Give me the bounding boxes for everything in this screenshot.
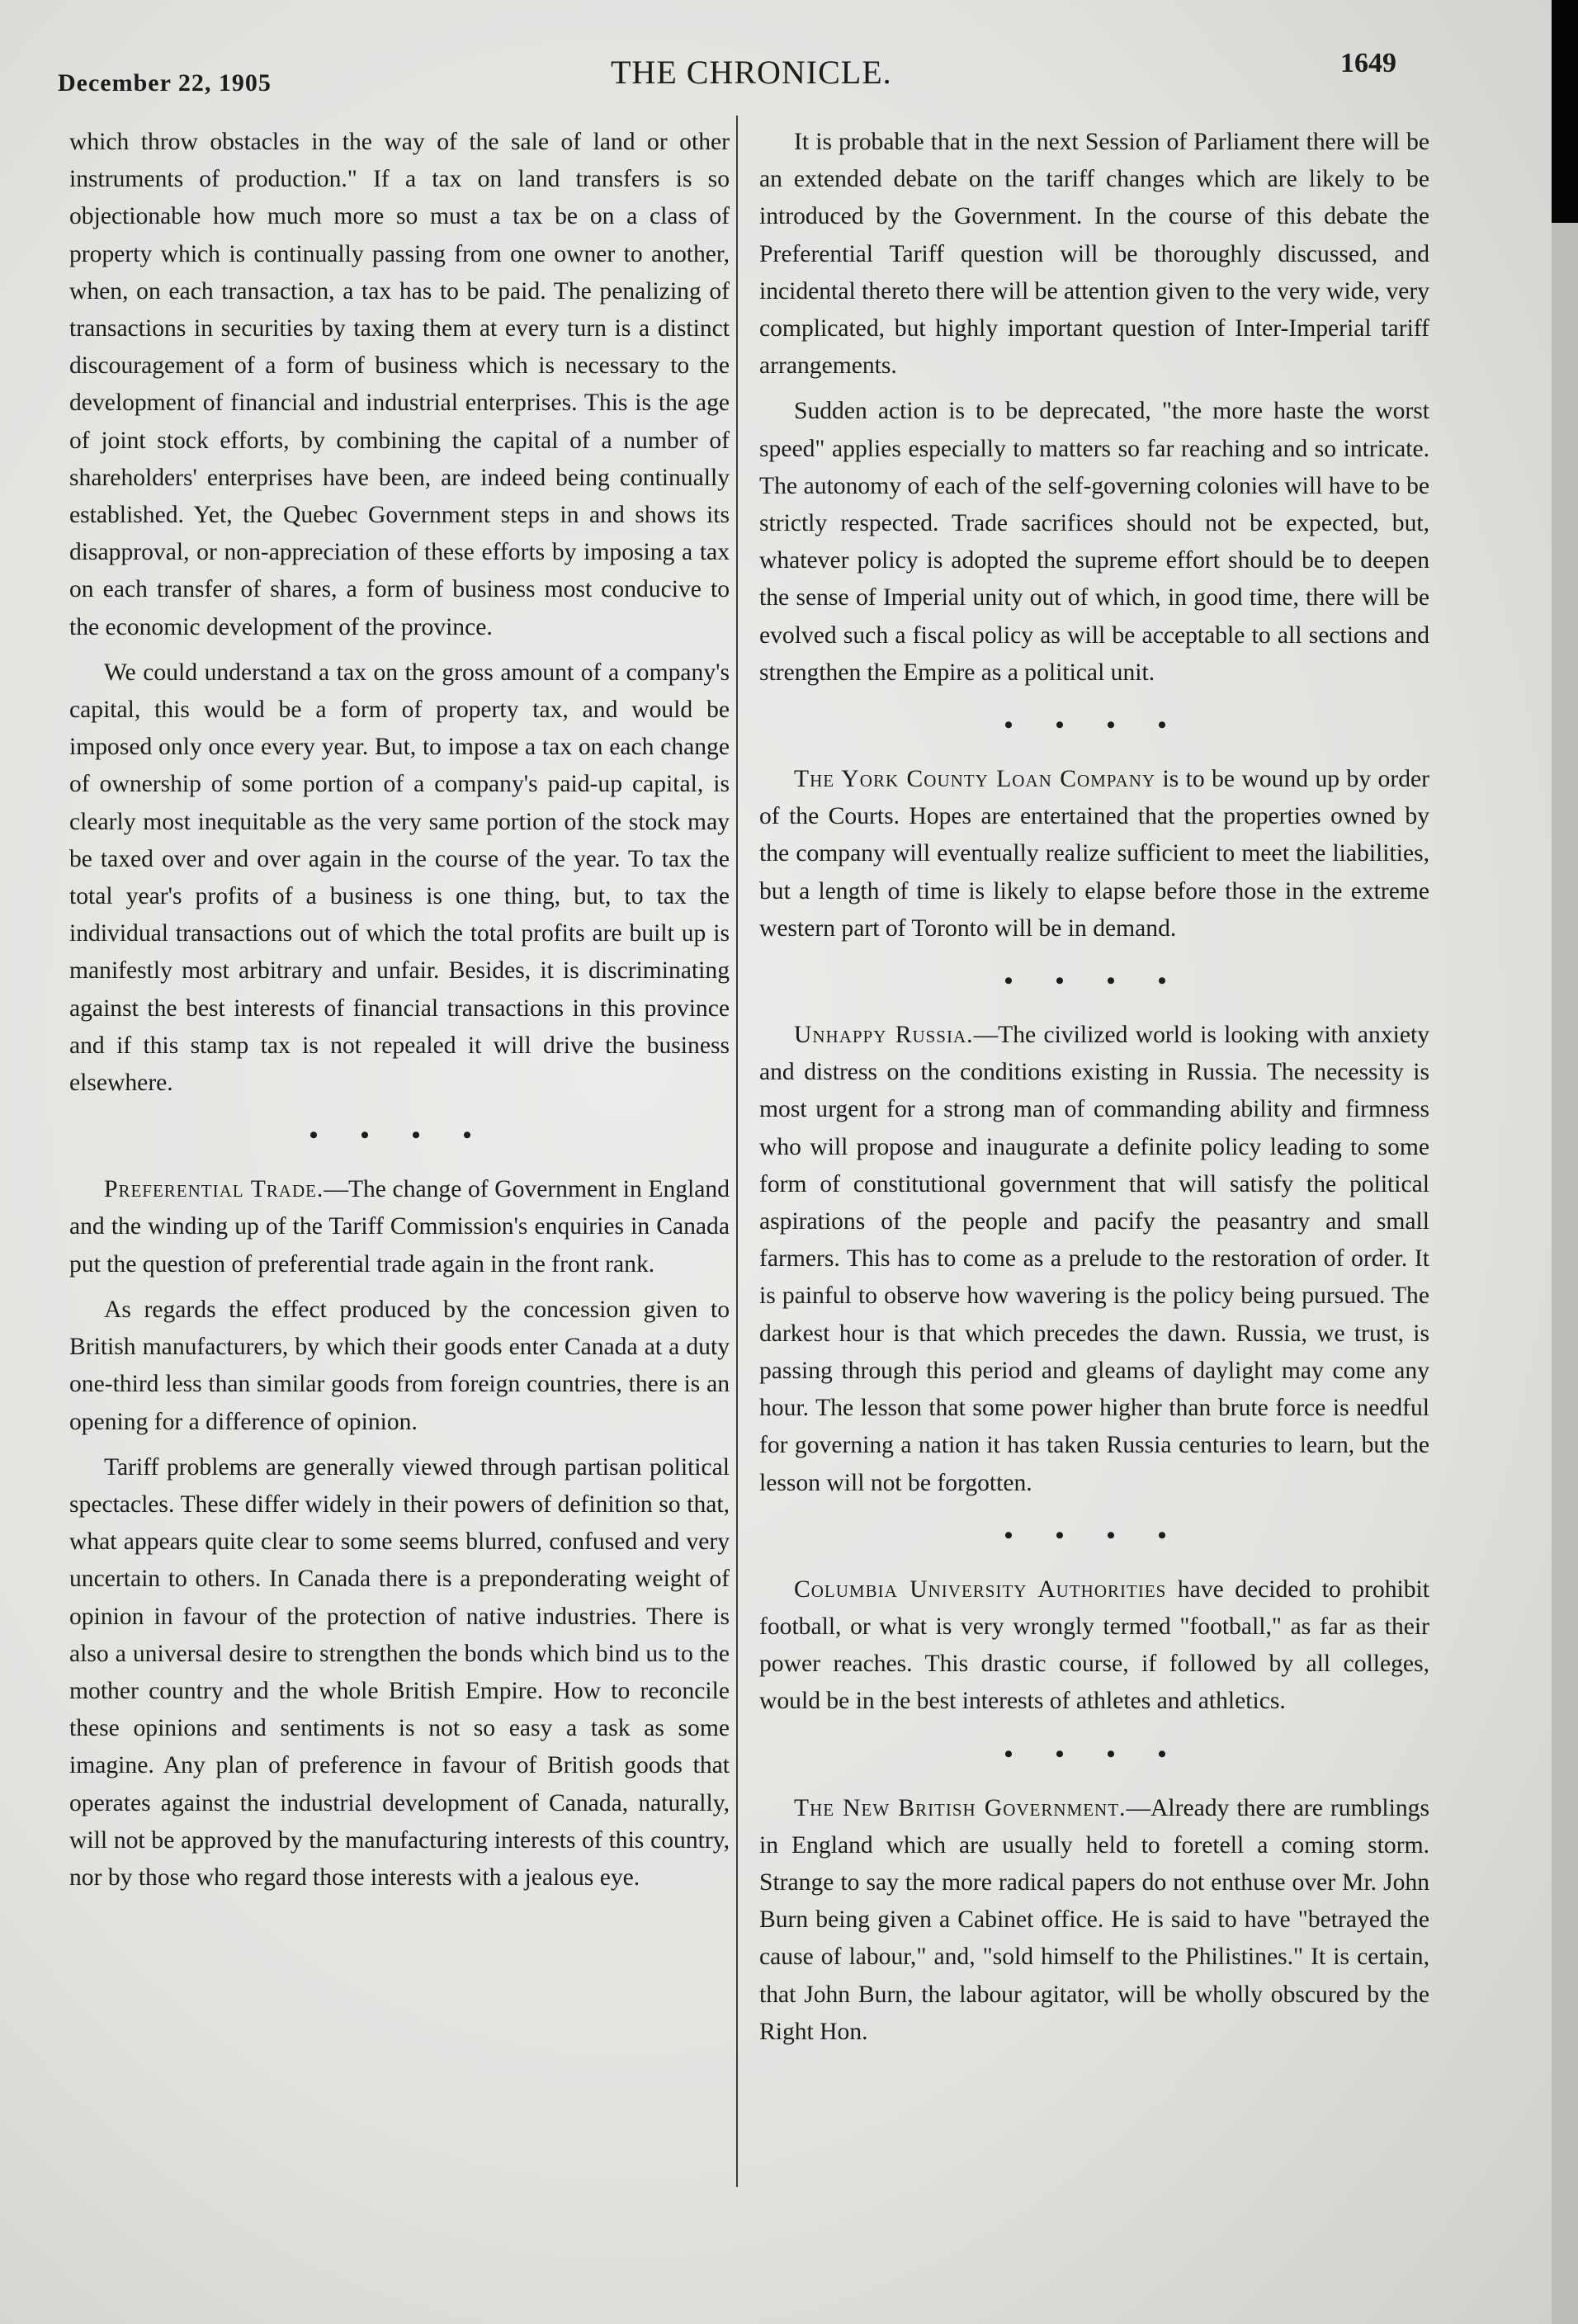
section-separator: • • • •	[309, 1122, 490, 1150]
article-paragraph	[759, 1790, 1429, 2051]
paragraph-text: have decided to prohibit football, or what is very wrongly termed "football," as far as their power reaches. This drastic course, if followed by all colleges, would be in the best interests of athletes and athletics.	[759, 1575, 1429, 1715]
section-heading: Unhappy Russia.	[794, 1022, 974, 1049]
issue-date: December 22, 1905	[58, 69, 272, 97]
scan-border-dark	[1552, 0, 1578, 223]
paragraph-text: —The change of Government in England and the winding up of the Tariff Commission's enquiries in Canada put the question of preferential trade again in the front rank.	[69, 1176, 730, 1278]
page-header	[0, 48, 1552, 106]
page-number: 1649	[1340, 48, 1396, 78]
article-paragraph: It is probable that in the next Session of Parliament there will be an extended debate on the tariff changes which are likely to be introduced by the Government. In the course of this debate the Preferential Tariff question will be thoroughly discussed, and incidental thereto there will be attention given to the very wide, very complicated, but highly important question of Inter-Imperial tariff arrangements.	[759, 129, 1429, 380]
section-heading: The New British Government.	[794, 1794, 1127, 1821]
section-separator: • • • •	[1004, 967, 1185, 995]
article-paragraph	[759, 761, 1429, 947]
section-heading: Preferential Trade.	[104, 1176, 324, 1203]
column-divider	[736, 116, 738, 2187]
section-separator: • • • •	[1004, 1740, 1185, 1768]
left-column	[69, 124, 730, 1897]
publication-title: THE CHRONICLE.	[611, 54, 892, 91]
article-paragraph: We could understand a tax on the gross amount of a company's capital, this would be a form of property tax, and would be imposed only once every year. But, to impose a tax on each change of ownership of some portion of a company's paid-up capital, is clearly most inequitable as the very same portion of the stock may be taxed over and over again in the course of the year. To tax the total year's profits of a business is one thing, but, to tax the individual transactions out of which the total profits are built up is manifestly most arbitrary and unfair. Besides, it is discriminating against the best interests of financial transactions in this province and if this stamp tax is not repealed it will drive the business elsewhere.	[69, 659, 730, 1097]
scan-border-gray	[1552, 223, 1578, 2324]
right-column	[759, 124, 1429, 2051]
paragraph-text: —Already there are rumblings in England which are usually held to foretell a coming storm. Strange to say the more radical papers do not enthuse over Mr. John Burn being given a Cabinet office. He is said to have "betrayed the cause of labour," and, "sold himself to the Philistines." It is certain, that John Burn, the labour agitator, will be wholly obscured by the Right Hon.	[759, 1794, 1429, 2045]
section-heading: The York County Loan Company	[794, 766, 1156, 793]
article-paragraph	[69, 1171, 730, 1283]
article-paragraph	[759, 1571, 1429, 1721]
section-separator: • • • •	[1004, 1521, 1185, 1549]
article-paragraph	[759, 1017, 1429, 1502]
section-separator: • • • •	[1004, 711, 1185, 739]
article-paragraph: Sudden action is to be deprecated, "the more haste the worst speed" applies especially to matters so far reaching and so intricate. The autonomy of each of the self-governing colonies will have to be strictly respected. Trade sacrifices should not be expected, but, whatever policy is adopted the supreme effort should be to deepen the sense of Imperial unity out of which, in good time, there will be evolved such a fiscal policy as will be acceptable to all sections and strengthen the Empire as a political unit.	[759, 398, 1429, 686]
article-paragraph: As regards the effect produced by the concession given to British manufacturers, by which their goods enter Canada at a duty one-third less than similar goods from foreign countries, there is an opening for a difference of opinion.	[69, 1296, 730, 1435]
article-paragraph: Tariff problems are generally viewed through partisan political spectacles. These differ widely in their powers of definition so that, what appears quite clear to some seems blurred, confused and very uncertain to others. In Canada there is a preponderating weight of opinion in favour of the protection of native industries. There is also a universal desire to strengthen the bonds which bind us to the mother country and the whole British Empire. How to reconcile these opinions and sentiments is not so easy a task as some imagine. Any plan of preference in favour of British goods that operates against the industrial development of Canada, naturally, will not be approved by the manufacturing interests of this country, nor by those who regard those interests with a jealous eye.	[69, 1453, 730, 1891]
paragraph-text: —The civilized world is looking with anxiety and distress on the conditions existing in Russia. The necessity is most urgent for a strong man of commanding ability and firmness who will propose and inaugurate a definite policy leading to some form of constitutional government that will satisfy the political aspirations of the people and pacify the peasantry and small farmers. This has to come as a prelude to the restoration of order. It is painful to observe how wavering is the policy being pursued. The darkest hour is that which precedes the dawn. Russia, we trust, is passing through this period and gleams of daylight may come any hour. The lesson that some power higher than brute force is needful for governing a nation it has taken Russia centuries to learn, but the lesson will not be forgotten.	[759, 1022, 1429, 1496]
article-paragraph: which throw obstacles in the way of the sale of land or other instruments of production." If a tax on land transfers is so objectionable how much more so must a tax be on a class of property which is continually passing from one owner to another, when, on each transaction, a tax has to be paid. The penalizing of transactions in securities by taxing them at every turn is a distinct discouragement of a form of business which is necessary to the development of financial and industrial enterprises. This is the age of joint stock efforts, by combining the capital of a number of shareholders' enterprises have been, are indeed being continually established. Yet, the Quebec Government steps in and shows its disapproval, or non-appreciation of these efforts by imposing a tax on each transfer of shares, a form of business most conducive to the economic development of the province.	[69, 129, 730, 640]
paragraph-text: is to be wound up by order of the Courts. Hopes are entertained that the properties owned by the company will eventually realize sufficient to meet the liabilities, but a length of time is likely to elapse before those in the extreme western part of Toronto will be in demand.	[759, 766, 1429, 942]
section-heading: Columbia University Authorities	[794, 1575, 1167, 1603]
